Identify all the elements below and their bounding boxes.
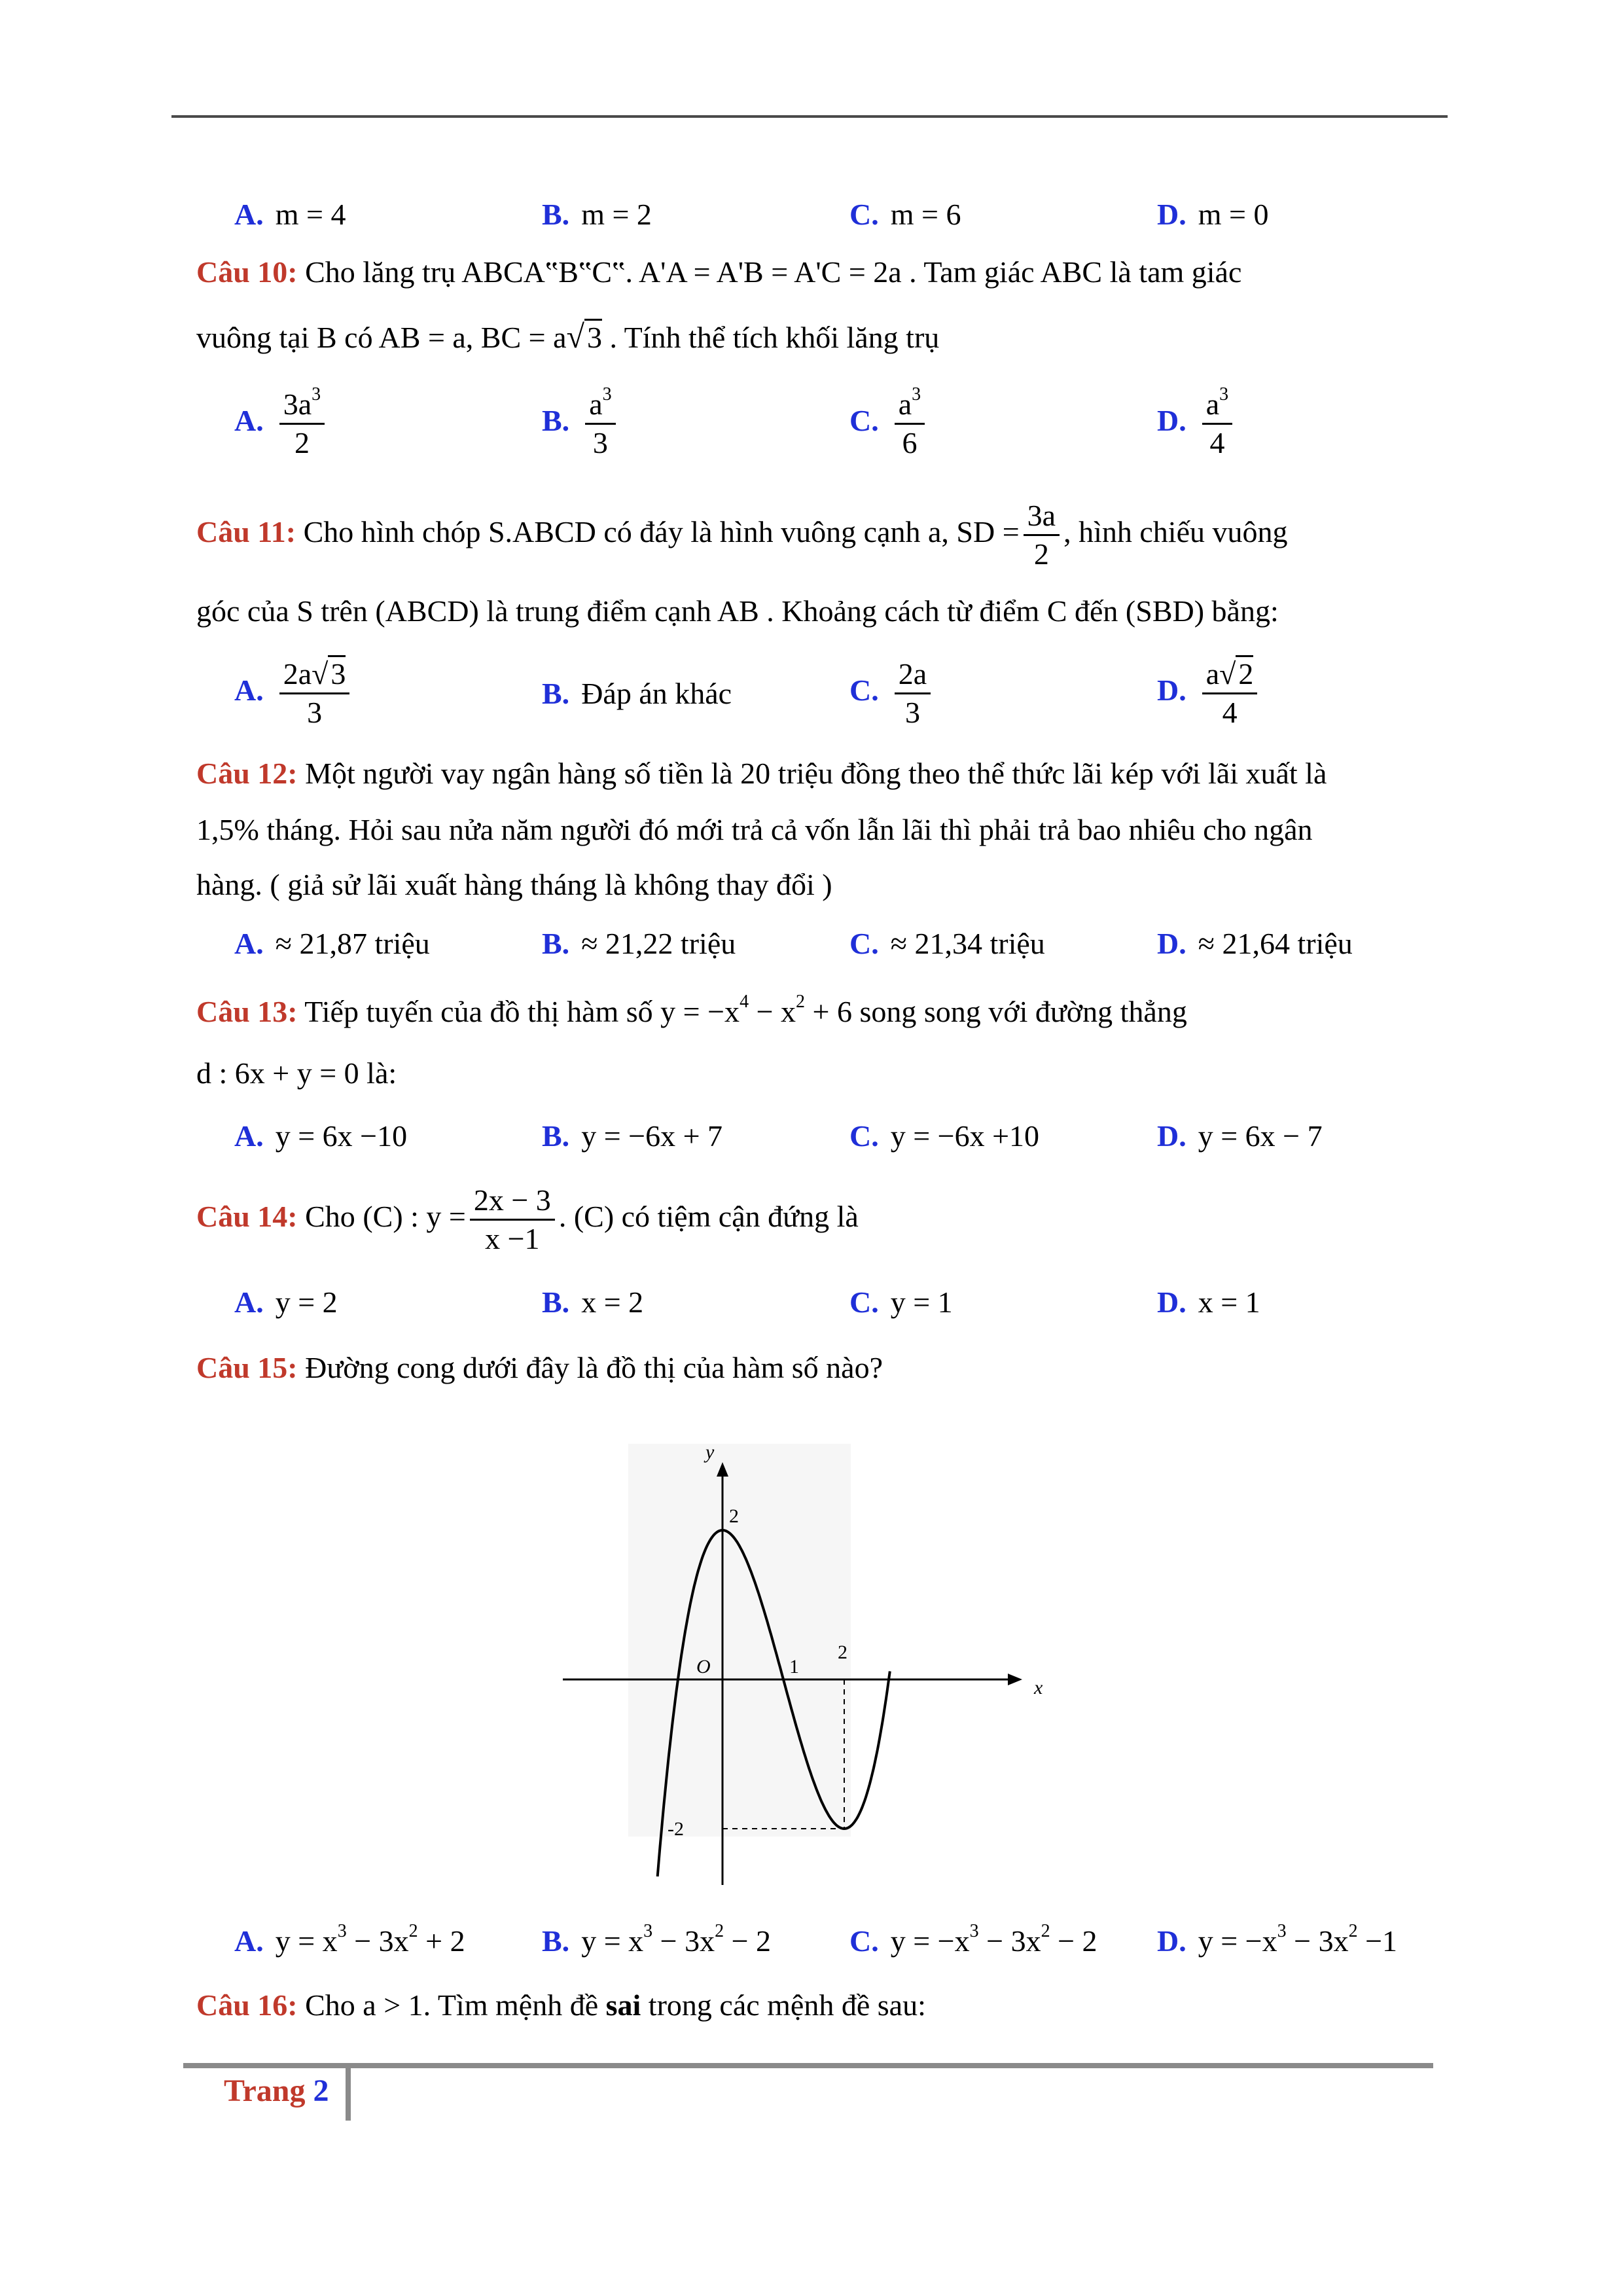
q10-option-b: B. $\frac{a^3}{3}$ [542, 386, 620, 461]
q11-option-a: A. $\frac{2a√3}{3}$ [234, 656, 353, 731]
q12-line-1: Câu 12: Một người vay ngân hàng số tiền là 20 triệu đồng theo thể thức lãi kép với lãi xuất là [196, 757, 1327, 790]
header-rule [171, 115, 1448, 118]
q10-line-1: Câu 10: Cho lăng trụ ABCA‟B‟C‟. A'A = A'B = A'C = 2a . Tam giác ABC là tam giác [196, 255, 1242, 289]
q12-line-3: hàng. ( giả sử lãi xuất hàng tháng là không thay đổi ) [196, 868, 832, 901]
q9-option-a: A. m = 4 [234, 198, 346, 231]
footer-rule [183, 2063, 1433, 2068]
q11-option-d: D. $\frac{a√2}{4}$ [1157, 656, 1261, 731]
q15-option-a: A. $y = x^3 - 3x^2 + 2$ [234, 1921, 465, 1958]
x-axis-label: x [1034, 1677, 1043, 1698]
q10-option-d: D. $\frac{a^3}{4}$ [1157, 386, 1236, 461]
q16-line-1: Câu 16: Cho a > 1. Tìm mệnh đề sai trong các mệnh đề sau: [196, 1988, 926, 2022]
q11-line-2: góc của S trên (ABCD) là trung điểm cạnh AB . Khoảng cách từ điểm C đến (SBD) bằng: [196, 594, 1279, 628]
q15-option-c: C. $y = -x^3 - 3x^2 - 2$ [849, 1921, 1097, 1958]
q12-option-c: C. ≈ 21,34 triệu [849, 927, 1045, 960]
q10-option-a: A. $\frac{3a^3}{2}$ [234, 386, 329, 461]
graph-background [628, 1444, 851, 1837]
q10-line-2: vuông tại B có AB = a, BC = a√3 . Tính thể tích khối lăng trụ [196, 318, 940, 355]
page-footer [224, 2068, 329, 2114]
q14-option-c: C. y = 1 [849, 1285, 953, 1319]
q12-line-2: 1,5% tháng. Hỏi sau nửa năm người đó mới trả cả vốn lẫn lãi thì phải trả bao nhiêu cho ngân [196, 813, 1313, 846]
q11-option-c: C. $\frac{2a}{3}$ [849, 656, 935, 731]
tick-y-2: 2 [729, 1505, 739, 1527]
tick-x-1: 1 [789, 1656, 799, 1677]
q14-line-1: Câu 14: Cho (C) : y = $\frac{2x - 3}{x -1}$ . (C) có tiệm cận đứng là [196, 1183, 859, 1255]
q14-option-d: D. x = 1 [1157, 1285, 1260, 1319]
q13-option-c: C. y = −6x +10 [849, 1119, 1040, 1153]
q11-option-b: B. Đáp án khác [542, 677, 732, 710]
q15-option-d: D. $y = -x^3 - 3x^2 -1$ [1157, 1921, 1398, 1958]
footer-word: Trang [224, 2073, 306, 2108]
x-axis-arrow [1008, 1674, 1022, 1685]
q13-option-d: D. y = 6x − 7 [1157, 1119, 1323, 1153]
tick-y-minus2: -2 [668, 1818, 684, 1840]
q15-line-1: Câu 15: Đường cong dưới đây là đồ thị của hàm số nào? [196, 1351, 883, 1384]
q12-option-a: A. ≈ 21,87 triệu [234, 927, 430, 960]
q13-option-b: B. y = −6x + 7 [542, 1119, 723, 1153]
q9-option-c: C. m = 6 [849, 198, 961, 231]
q10-option-c: C. $\frac{a^3}{6}$ [849, 386, 929, 461]
origin-label: O [696, 1656, 711, 1677]
q9-option-d: D. m = 0 [1157, 198, 1269, 231]
q14-option-b: B. x = 2 [542, 1285, 644, 1319]
q15-option-b: B. $y = x^3 - 3x^2 - 2$ [542, 1921, 772, 1958]
q12-option-d: D. ≈ 21,64 triệu [1157, 927, 1353, 960]
y-axis-label: y [705, 1441, 715, 1463]
tick-x-2: 2 [838, 1641, 847, 1663]
page-number: 2 [313, 2073, 329, 2108]
q11-line-1: Câu 11: Cho hình chóp S.ABCD có đáy là hình vuông cạnh a, SD = $\frac{3a}{2}$ , hình chiếu vuông [196, 499, 1288, 571]
q13-line-1: Câu 13: Tiếp tuyến của đồ thị hàm số $y = -x^4 - x^2 + 6$ song song với đường thẳng [196, 992, 1187, 1028]
q14-option-a: A. y = 2 [234, 1285, 338, 1319]
q9-option-b: B. m = 2 [542, 198, 652, 231]
q12-option-b: B. ≈ 21,22 triệu [542, 927, 736, 960]
footer-divider [346, 2063, 351, 2121]
q13-line-2: d : 6x + y = 0 là: [196, 1056, 397, 1090]
q13-option-a: A. y = 6x −10 [234, 1119, 408, 1153]
cubic-graph [556, 1433, 1093, 1892]
